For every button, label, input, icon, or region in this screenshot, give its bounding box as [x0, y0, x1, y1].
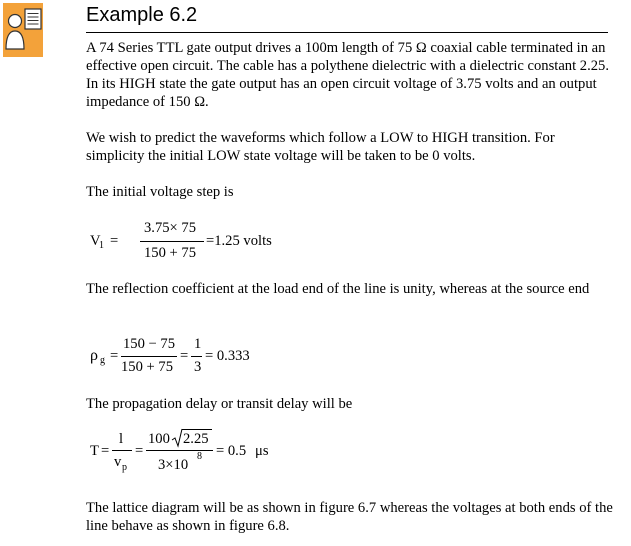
student-reading-icon — [3, 3, 43, 57]
eq1-fraction-bar — [140, 241, 204, 242]
eq2-fraction-bar-1 — [121, 356, 177, 357]
eq1-result: =1.25 volts — [206, 233, 272, 249]
eq3-unit: μs — [255, 443, 269, 459]
eq3-equals-2: = — [135, 443, 144, 459]
eq2-equals-1: = — [110, 348, 119, 364]
paragraph-conclusion: The lattice diagram will be as shown in figure 6.7 whereas the voltages at both ends of the line behave as shown in figure 6.8. — [86, 500, 613, 534]
eq1-denominator: 150 + 75 — [144, 245, 197, 261]
eq3-numerator-1: l — [119, 431, 124, 447]
eq3-denominator-1-subscript: p — [122, 462, 127, 473]
eq2-lhs: ρ — [90, 347, 98, 364]
eq2-denominator-2: 3 — [194, 359, 202, 375]
paragraph-propagation-delay: The propagation delay or transit delay will be — [86, 396, 353, 412]
eq3-fraction-bar-1 — [112, 450, 132, 451]
paragraph-problem-statement: A 74 Series TTL gate output drives a 100m length of 75 Ω coaxial cable terminated in an effective open circuit. The cable has a polythene dielectric with a dielectric constant 2.25. In its HIGH state the gate output has an open circuit voltage of 3.75 volts and an output impedance of 150 Ω. — [86, 40, 609, 110]
paragraph-objective: We wish to predict the waveforms which follow a LOW to HIGH transition. For simplicity the initial LOW state voltage will be taken to be 0 volts. — [86, 130, 555, 164]
eq3-denominator-1: v — [114, 454, 122, 470]
eq2-equals-2: = — [180, 348, 189, 364]
eq3-numerator-2: 100 — [148, 431, 170, 447]
eq2-denominator-1: 150 + 75 — [121, 359, 174, 375]
eq2-result: = 0.333 — [205, 348, 250, 364]
eq3-result: = 0.5 — [216, 443, 247, 459]
eq1-numerator: 3.75× 75 — [144, 220, 197, 236]
eq3-denominator-2-exponent: 8 — [197, 451, 202, 462]
square-root-vinculum — [182, 429, 212, 430]
eq3-equals-1: = — [101, 443, 110, 459]
eq1-equals: = — [110, 233, 119, 249]
eq3-lhs: T — [90, 443, 99, 459]
title-divider — [86, 32, 608, 33]
eq2-lhs-subscript: g — [100, 355, 105, 366]
square-root-sign — [171, 428, 183, 448]
eq2-fraction-bar-2 — [191, 356, 202, 357]
paragraph-initial-step: The initial voltage step is — [86, 184, 234, 200]
eq1-lhs: V — [90, 233, 101, 249]
eq1-lhs-subscript: 1 — [99, 240, 104, 251]
page-title: Example 6.2 — [86, 4, 198, 26]
eq3-denominator-2: 3×10 — [158, 457, 189, 473]
eq2-numerator-1: 150 − 75 — [123, 336, 176, 352]
eq3-fraction-bar-2 — [146, 450, 213, 451]
eq2-numerator-2: 1 — [194, 336, 202, 352]
eq3-radicand: 2.25 — [183, 431, 209, 447]
paragraph-reflection-coefficient: The reflection coefficient at the load end of the line is unity, whereas at the source end — [86, 281, 590, 297]
